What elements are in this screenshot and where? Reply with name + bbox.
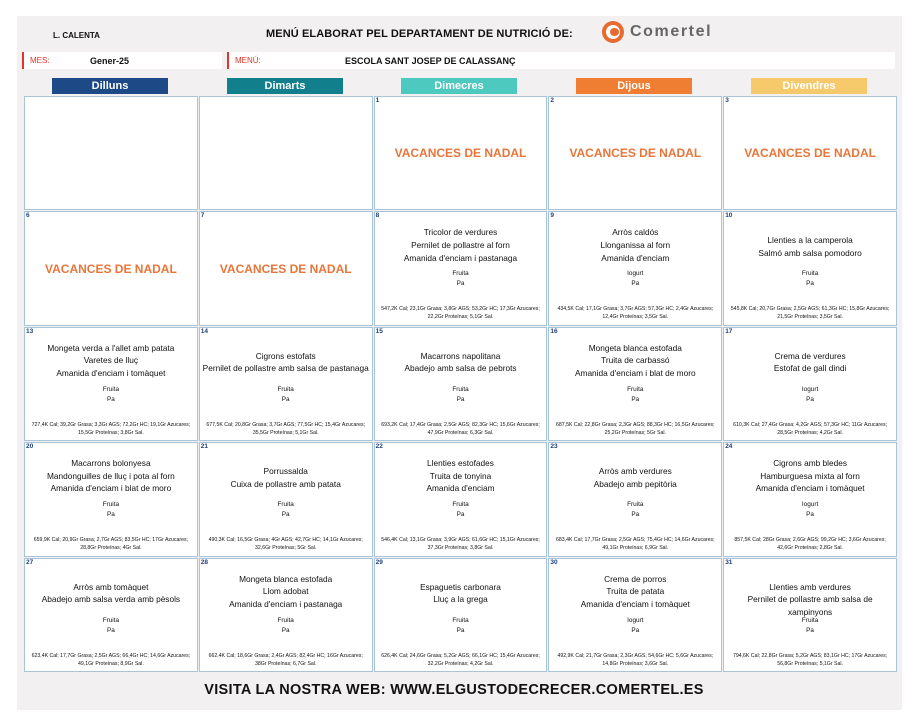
nutrition-info: 693,2K Cal; 17,4Gr Grasa; 2,5Gr AGS; 82,3Gr HC; 15,6Gr Azucares; 47,9Gr Proteínas; 6,3Gr Sal. bbox=[381, 421, 540, 436]
day-header-dijous: Dijous bbox=[576, 78, 692, 94]
dish-list bbox=[551, 342, 719, 380]
dish-item: Arròs caldós bbox=[612, 227, 659, 238]
side-item: Pa bbox=[806, 395, 814, 403]
side-item: Fruita bbox=[102, 385, 120, 393]
side-list bbox=[27, 500, 195, 520]
day-number: 15 bbox=[375, 327, 383, 335]
dish-list bbox=[726, 350, 894, 375]
dish-item: Llenties amb verdures bbox=[769, 581, 851, 592]
dish-item: Amanida d'enciam i tomàquet bbox=[56, 367, 166, 378]
day-number: 16 bbox=[550, 327, 558, 335]
day-number: 28 bbox=[200, 558, 209, 566]
menu-label: MENÚ: bbox=[235, 56, 261, 65]
page-title: MENÚ ELABORAT PEL DEPARTAMENT DE NUTRICIÓ DE: bbox=[266, 28, 573, 40]
side-item: Pa bbox=[456, 395, 465, 403]
side-item: Iogurt bbox=[801, 385, 819, 393]
dish-item: Tricolor de verdures bbox=[423, 227, 498, 238]
dish-item: Varetes de lluç bbox=[83, 355, 139, 366]
side-list bbox=[202, 385, 370, 405]
dish-list bbox=[27, 342, 195, 380]
day-number: 31 bbox=[725, 558, 733, 566]
side-list bbox=[377, 616, 545, 636]
side-item: Fruita bbox=[801, 270, 819, 278]
day-cell bbox=[548, 442, 722, 556]
menu-row bbox=[227, 52, 895, 69]
comertel-logo-icon bbox=[602, 21, 624, 43]
side-item: Iogurt bbox=[627, 616, 644, 624]
dish-list bbox=[726, 581, 894, 619]
side-list bbox=[202, 616, 370, 636]
side-item: Pa bbox=[456, 511, 465, 519]
dish-item: Lluç a la grega bbox=[433, 594, 488, 605]
side-list bbox=[551, 616, 719, 636]
dish-item: Truita de carbassó bbox=[601, 355, 670, 366]
dish-list bbox=[551, 465, 719, 490]
side-list bbox=[377, 269, 545, 289]
dish-item: Mandonguilles de lluç i pota al forn bbox=[47, 470, 175, 481]
day-cell bbox=[548, 558, 722, 672]
dish-item: Llonganissa al forn bbox=[600, 239, 671, 250]
side-item: Pa bbox=[806, 511, 814, 519]
day-number: 30 bbox=[550, 558, 558, 566]
dish-list bbox=[726, 457, 894, 495]
side-item: Fruita bbox=[627, 385, 644, 393]
nutrition-info: 610,3K Cal; 27,4Gr Grasa; 4,2Gr AGS; 57,3Gr HC; 11Gr Azucares; 28,5Gr Proteínas; 4,2Gr Sal. bbox=[733, 421, 888, 436]
day-cell bbox=[374, 211, 548, 325]
side-item: Pa bbox=[106, 395, 115, 403]
nutrition-info: 623,4K Cal; 17,7Gr Grasa; 2,5Gr AGS; 66,4Gr HC; 14,6Gr Azucares; 49,1Gr Proteínas; 8,9Gr Sal. bbox=[31, 652, 191, 667]
dish-item: Salmó amb salsa pomodoro bbox=[758, 247, 862, 258]
dish-item: Pernilet de pollastre al forn bbox=[411, 239, 510, 250]
dish-item: Llenties estofades bbox=[427, 458, 494, 469]
nutrition-info: 492,9K Cal; 21,7Gr Grasa; 2,3Gr AGS; 54,6Gr HC; 5,6Gr Azucares; 14,8Gr Proteínas; 3,6Gr Sal. bbox=[557, 652, 714, 667]
day-cell bbox=[374, 558, 548, 672]
nutrition-info: 490,3K Cal; 16,5Gr Grasa; 4Gr AGS; 42,7Gr HC; 14,1Gr Azucares; 32,6Gr Proteínas; 5Gr Sal. bbox=[208, 537, 363, 552]
dish-item: Estofat de gall dindi bbox=[773, 363, 847, 374]
dish-item: Amanida d'enciam i pastanaga bbox=[229, 598, 343, 609]
dish-list bbox=[377, 581, 545, 606]
side-list bbox=[202, 500, 370, 520]
day-cell bbox=[199, 558, 373, 672]
day-number: 22 bbox=[375, 443, 383, 451]
day-number: 1 bbox=[375, 97, 380, 104]
day-number: 21 bbox=[200, 443, 209, 451]
dish-item: Abadejo amb pepitòria bbox=[593, 478, 677, 489]
comertel-logo bbox=[602, 20, 712, 44]
day-cell bbox=[24, 558, 198, 672]
day-cell bbox=[24, 211, 198, 325]
dish-item: Macarrons napolitana bbox=[420, 350, 501, 361]
dish-item: Pernilet de pollastre amb salsa de xampinyons bbox=[747, 594, 873, 617]
side-item: Pa bbox=[281, 395, 290, 403]
day-number: 29 bbox=[375, 558, 383, 566]
dish-item: Macarrons bolonyesa bbox=[71, 458, 151, 469]
side-list bbox=[551, 500, 719, 520]
website-footer: VISITA LA NOSTRA WEB: WWW.ELGUSTODECRECER.COMERTEL.ES bbox=[204, 682, 704, 698]
dish-list bbox=[202, 465, 370, 490]
side-item: Pa bbox=[281, 626, 290, 634]
day-number: 6 bbox=[26, 212, 30, 220]
dish-item: Llom adobat bbox=[262, 586, 309, 597]
side-list bbox=[726, 269, 894, 289]
dish-item: Crema de porros bbox=[604, 573, 667, 584]
side-item: Fruita bbox=[452, 501, 469, 509]
day-cell bbox=[723, 442, 897, 556]
day-number: 20 bbox=[26, 443, 34, 451]
dish-item: Amanida d'enciam bbox=[601, 252, 670, 263]
dish-list bbox=[27, 457, 195, 495]
day-cell bbox=[548, 96, 722, 210]
logo-text: Comertel bbox=[630, 23, 713, 40]
day-number: 24 bbox=[725, 443, 733, 451]
dish-item: Amanida d'enciam i tomàquet bbox=[755, 483, 865, 494]
dish-item: Arròs amb verdures bbox=[598, 466, 672, 477]
day-number: 13 bbox=[26, 327, 34, 335]
day-cell bbox=[199, 327, 373, 441]
vacation-label: VACANCES DE NADAL bbox=[569, 146, 702, 161]
dish-item: Pernilet de pollastre amb salsa de pastanaga bbox=[202, 363, 369, 374]
day-cell bbox=[374, 442, 548, 556]
day-cell bbox=[374, 327, 548, 441]
dish-item: Llenties a la camperola bbox=[767, 235, 853, 246]
nutrition-info: 434,5K Cal; 17,1Gr Grasa; 3,7Gr AGS; 57,3Gr HC; 2,4Gr Azucares; 12,4Gr Proteínas; 3,5Gr Sal. bbox=[557, 306, 714, 321]
side-list bbox=[377, 385, 545, 405]
dish-item: Mongeta blanca estofada bbox=[588, 342, 682, 353]
side-list bbox=[27, 385, 195, 405]
day-header-dimarts: Dimarts bbox=[227, 78, 343, 94]
nutrition-info: 857,5K Cal; 28Gr Grasa; 2,6Gr AGS; 99,2Gr HC; 3,6Gr Azucares; 42,6Gr Proteínas; 2,8Gr Sal. bbox=[734, 537, 886, 552]
dish-list bbox=[202, 350, 370, 375]
day-number: 10 bbox=[725, 212, 733, 220]
side-item: Fruita bbox=[452, 385, 469, 393]
side-list bbox=[377, 500, 545, 520]
month-row bbox=[22, 52, 222, 69]
side-list bbox=[726, 616, 894, 636]
nutrition-info: 545,8K Cal; 20,7Gr Grasa; 2,5Gr AGS; 61,3Gr HC; 15,8Gr Azucares; 21,5Gr Proteínas; 3,5Gr Sal. bbox=[730, 306, 890, 321]
vacation-label: VACANCES DE NADAL bbox=[219, 261, 352, 276]
day-number: 7 bbox=[200, 212, 205, 220]
day-number: 3 bbox=[725, 97, 729, 104]
day-header-divendres: Divendres bbox=[751, 78, 867, 94]
nutrition-info: 677,5K Cal; 20,8Gr Grasa; 3,7Gr AGS; 77,5Gr HC; 15,4Gr Azucares; 35,5Gr Proteínas; 5,1Gr Sal. bbox=[206, 421, 365, 436]
side-item: Pa bbox=[631, 626, 640, 634]
dish-item: Truita de tonyina bbox=[429, 470, 492, 481]
dish-item: Amanida d'enciam i pastanaga bbox=[403, 252, 518, 263]
side-item: Fruita bbox=[627, 501, 644, 509]
side-list bbox=[726, 385, 894, 405]
side-item: Fruita bbox=[277, 616, 294, 624]
day-cell bbox=[548, 211, 722, 325]
dish-item: Cuixa de pollastre amb patata bbox=[230, 478, 341, 489]
nutrition-info: 727,4K Cal; 39,2Gr Grasa; 3,3Gr AGS; 72,2Gr HC; 19,1Gr Azucares; 15,5Gr Proteínas; 3,8Gr Sal. bbox=[31, 421, 191, 436]
dish-item: Hamburguesa mixta al forn bbox=[760, 470, 860, 481]
dish-item: Mongeta blanca estofada bbox=[239, 573, 333, 584]
month-value: Gener-25 bbox=[90, 55, 130, 66]
month-label: MES: bbox=[30, 56, 50, 65]
day-number: 9 bbox=[550, 212, 555, 220]
day-cell bbox=[199, 442, 373, 556]
day-cell bbox=[24, 327, 198, 441]
day-cell bbox=[24, 96, 198, 210]
dish-item: Porrussalda bbox=[263, 466, 308, 477]
nutrition-info: 662,4K Cal; 18,6Gr Grasa; 2,4Gr AGS; 82,4Gr HC; 16Gr Azucares; 38Gr Proteínas; 6,7Gr Sal. bbox=[208, 652, 363, 667]
side-item: Iogurt bbox=[627, 270, 644, 278]
side-item: Fruita bbox=[452, 270, 469, 278]
nutrition-info: 546,4K Cal; 13,1Gr Grasa; 3,9Gr AGS; 61,6Gr HC; 15,1Gr Azucares; 37,3Gr Proteínas; 3,8Gr Sal. bbox=[381, 537, 540, 552]
day-number: 8 bbox=[375, 212, 380, 220]
dish-item: Amanida d'enciam i blat de moro bbox=[575, 367, 696, 378]
side-list bbox=[551, 269, 719, 289]
dish-item: Amanida d'enciam i blat de moro bbox=[50, 483, 172, 494]
side-list bbox=[551, 385, 719, 405]
day-cell bbox=[199, 211, 373, 325]
side-item: Fruita bbox=[452, 616, 469, 624]
dish-item: Arròs amb tomàquet bbox=[73, 581, 149, 592]
nutrition-info: 547,2K Cal; 23,1Gr Grasa; 3,8Gr AGS; 53,2Gr HC; 17,3Gr Azucares; 22,2Gr Proteínas; 5,1Gr Sal. bbox=[381, 306, 540, 321]
vacation-label: VACANCES DE NADAL bbox=[744, 146, 876, 161]
dish-item: Amanida d'enciam i tomàquet bbox=[580, 598, 690, 609]
side-item: Pa bbox=[631, 395, 640, 403]
vacation-label: VACANCES DE NADAL bbox=[394, 146, 527, 161]
side-item: Fruita bbox=[277, 385, 294, 393]
side-item: Fruita bbox=[102, 501, 120, 509]
day-cell bbox=[723, 211, 897, 325]
day-cell bbox=[374, 96, 548, 210]
nutrition-info: 794,6K Cal; 22,8Gr Grasa; 5,2Gr AGS; 83,1Gr HC; 17Gr Azucares; 56,8Gr Proteínas; 5,1Gr Sal. bbox=[732, 652, 888, 667]
vacation-label: VACANCES DE NADAL bbox=[45, 261, 177, 276]
dish-item: Crema de verdures bbox=[774, 350, 846, 361]
day-cell bbox=[723, 558, 897, 672]
side-item: Pa bbox=[631, 280, 640, 288]
dish-item: Abadejo amb salsa verda amb pèsols bbox=[41, 594, 181, 605]
day-number: 2 bbox=[550, 97, 555, 104]
nutrition-info: 683,4K Cal; 17,7Gr Grasa; 2,5Gr AGS; 75,4Gr HC; 14,6Gr Azucares; 49,1Gr Proteínas; 6,9Gr Sal. bbox=[556, 537, 715, 552]
nutrition-info: 626,4K Cal; 24,6Gr Grasa; 5,2Gr AGS; 66,1Gr HC; 15,4Gr Azucares; 32,2Gr Proteínas; 4,2Gr Sal. bbox=[381, 652, 540, 667]
school-code: L. CALENTA bbox=[53, 31, 100, 40]
dish-item: Truita de patata bbox=[606, 586, 665, 597]
day-number: 23 bbox=[550, 443, 558, 451]
day-cell bbox=[199, 96, 373, 210]
side-item: Fruita bbox=[277, 501, 294, 509]
dish-list bbox=[551, 226, 719, 264]
day-number: 17 bbox=[725, 327, 733, 335]
dish-list bbox=[202, 573, 370, 611]
day-cell bbox=[723, 327, 897, 441]
side-item: Iogurt bbox=[801, 501, 819, 509]
side-item: Pa bbox=[806, 626, 814, 634]
day-cell bbox=[24, 442, 198, 556]
dish-list bbox=[27, 581, 195, 606]
side-item: Pa bbox=[456, 280, 465, 288]
dish-item: Espaguetis carbonara bbox=[420, 581, 501, 592]
dish-item: Cigrons estofats bbox=[255, 350, 316, 361]
dish-item: Abadejo amb salsa de pebrots bbox=[404, 363, 517, 374]
menu-value: ESCOLA SANT JOSEP DE CALASSANÇ bbox=[345, 55, 516, 66]
side-item: Pa bbox=[106, 626, 115, 634]
day-number: 14 bbox=[200, 327, 209, 335]
side-list bbox=[27, 616, 195, 636]
day-cell bbox=[723, 96, 897, 210]
side-item: Pa bbox=[631, 511, 640, 519]
dish-item: Mongeta verda a l'allet amb patata bbox=[47, 342, 175, 353]
side-item: Pa bbox=[806, 280, 814, 288]
side-item: Pa bbox=[281, 511, 290, 519]
dish-list bbox=[726, 234, 894, 259]
day-cell bbox=[548, 327, 722, 441]
dish-list bbox=[551, 573, 719, 611]
dish-list bbox=[377, 457, 545, 495]
day-header-dilluns: Dilluns bbox=[52, 78, 168, 94]
day-number: 27 bbox=[26, 558, 34, 566]
side-item: Pa bbox=[456, 626, 465, 634]
dish-list bbox=[377, 226, 545, 264]
dish-item: Amanida d'enciam bbox=[426, 483, 495, 494]
side-list bbox=[726, 500, 894, 520]
nutrition-info: 659,9K Cal; 20,9Gr Grasa; 2,7Gr AGS; 83,5Gr HC; 17Gr Azucares; 28,8Gr Proteínas; 4Gr Sal. bbox=[33, 537, 189, 552]
nutrition-info: 687,5K Cal; 22,8Gr Grasa; 2,3Gr AGS; 88,3Gr HC; 16,5Gr Azucares; 25,2Gr Proteínas; 5Gr Sal. bbox=[556, 421, 715, 436]
side-item: Pa bbox=[106, 511, 115, 519]
dish-list bbox=[377, 350, 545, 375]
side-item: Fruita bbox=[102, 616, 120, 624]
dish-item: Cigrons amb bledes bbox=[773, 458, 847, 469]
day-header-dimecres: Dimecres bbox=[401, 78, 517, 94]
side-item: Fruita bbox=[801, 616, 819, 624]
